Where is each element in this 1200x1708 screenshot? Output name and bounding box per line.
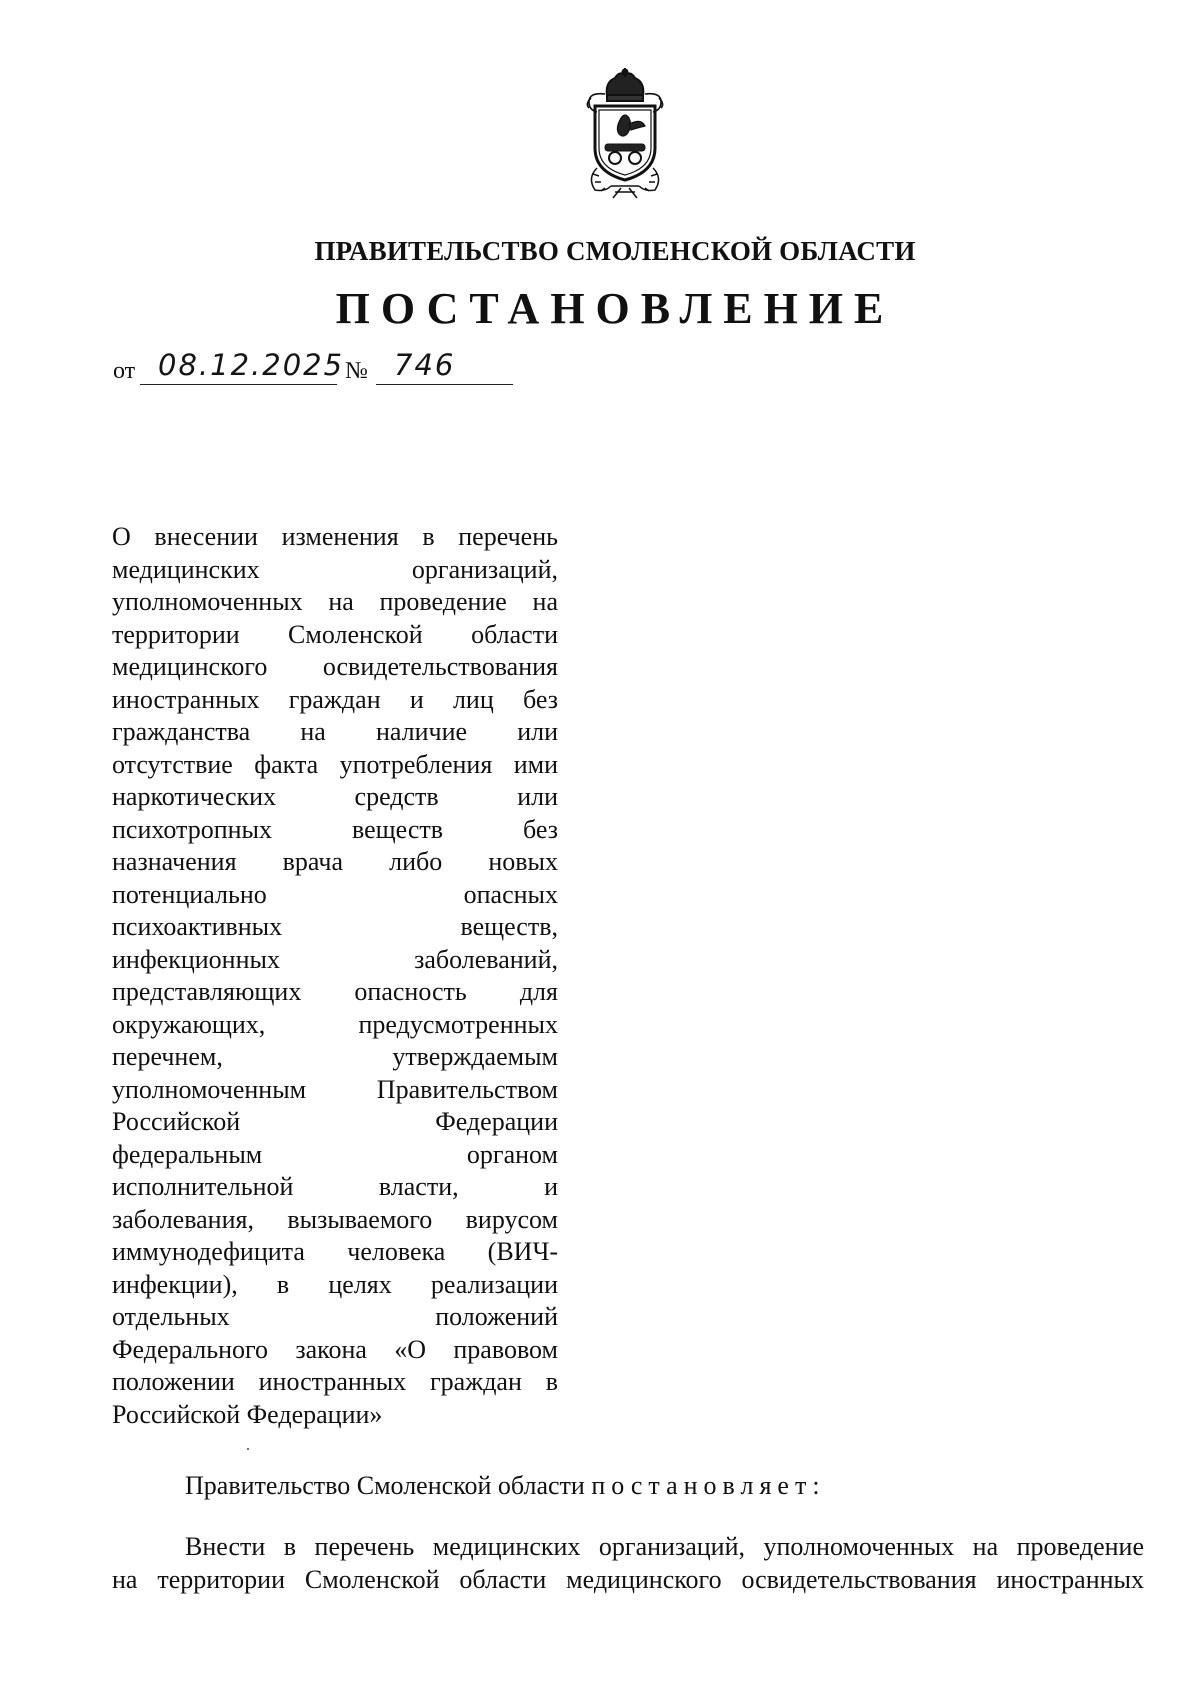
subject-line: Российской Федерации bbox=[112, 1107, 558, 1136]
subject-line: назначения врача либо новых bbox=[112, 847, 558, 876]
subject-line: Российской Федерации» bbox=[112, 1399, 383, 1429]
subject-line: О внесении изменения в перечень bbox=[112, 522, 558, 551]
subject-line: Федерального закона «О правовом bbox=[112, 1334, 558, 1364]
subject-line: окружающих, предусмотренных bbox=[112, 1009, 558, 1039]
subject-line: заболевания, вызываемого вирусом bbox=[112, 1204, 558, 1234]
subject-line: инфекции), в целях реализации bbox=[112, 1269, 558, 1299]
subject-line: уполномоченным Правительством bbox=[112, 1074, 558, 1104]
organization-name: ПРАВИТЕЛЬСТВО СМОЛЕНСКОЙ ОБЛАСТИ bbox=[314, 236, 916, 266]
subject-line: территории Смоленской области bbox=[112, 619, 558, 649]
subject-line: иностранных граждан и лиц без bbox=[112, 684, 558, 714]
body-line: на территории Смоленской области медицинского освидетельствования иностранных bbox=[112, 1565, 1144, 1594]
coat-of-arms-icon bbox=[565, 68, 685, 200]
number-label: № bbox=[345, 358, 368, 384]
handwritten-date: 08.12.2025 bbox=[158, 348, 345, 382]
subject-line: инфекционных заболеваний, bbox=[112, 944, 558, 974]
subject-line: федеральным органом bbox=[112, 1139, 558, 1169]
subject-line: гражданства на наличие или bbox=[112, 717, 558, 746]
subject-line: перечнем, утверждаемым bbox=[112, 1042, 558, 1071]
subject-line: отсутствие факта употребления ими bbox=[112, 749, 558, 779]
subject-block bbox=[112, 521, 558, 1431]
body-paragraph bbox=[112, 1530, 1144, 1596]
subject-line: психотропных веществ без bbox=[112, 814, 558, 844]
subject-line: уполномоченных на проведение на bbox=[112, 587, 558, 616]
subject-line: потенциально опасных bbox=[112, 879, 558, 909]
document-type: ПОСТАНОВЛЕНИЕ bbox=[335, 284, 895, 333]
subject-line: наркотических средств или bbox=[112, 782, 558, 811]
subject-line: представляющих опасность для bbox=[112, 977, 558, 1006]
from-label: от bbox=[113, 358, 136, 384]
resolution-subject: Правительство Смоленской области bbox=[185, 1471, 585, 1500]
subject-line: исполнительной власти, и bbox=[112, 1172, 558, 1201]
subject-line: положении иностранных граждан в bbox=[112, 1367, 558, 1396]
subject-line: отдельных положений bbox=[112, 1302, 558, 1331]
handwritten-number: 746 bbox=[394, 348, 456, 382]
subject-line: медицинских организаций, bbox=[112, 554, 558, 584]
resolution-verb: постановляет: bbox=[591, 1471, 826, 1500]
body-line: Внести в перечень медицинских организаций, уполномоченных на проведение bbox=[185, 1532, 1144, 1561]
scan-speck bbox=[247, 1448, 249, 1450]
subject-line: иммунодефицита человека (ВИЧ- bbox=[112, 1237, 558, 1266]
number-underline bbox=[376, 384, 513, 385]
date-number-line bbox=[113, 348, 553, 388]
resolution-line bbox=[185, 1471, 826, 1501]
subject-line: психоактивных веществ, bbox=[112, 912, 558, 941]
date-underline bbox=[140, 384, 337, 385]
subject-line: медицинского освидетельствования bbox=[112, 652, 558, 681]
